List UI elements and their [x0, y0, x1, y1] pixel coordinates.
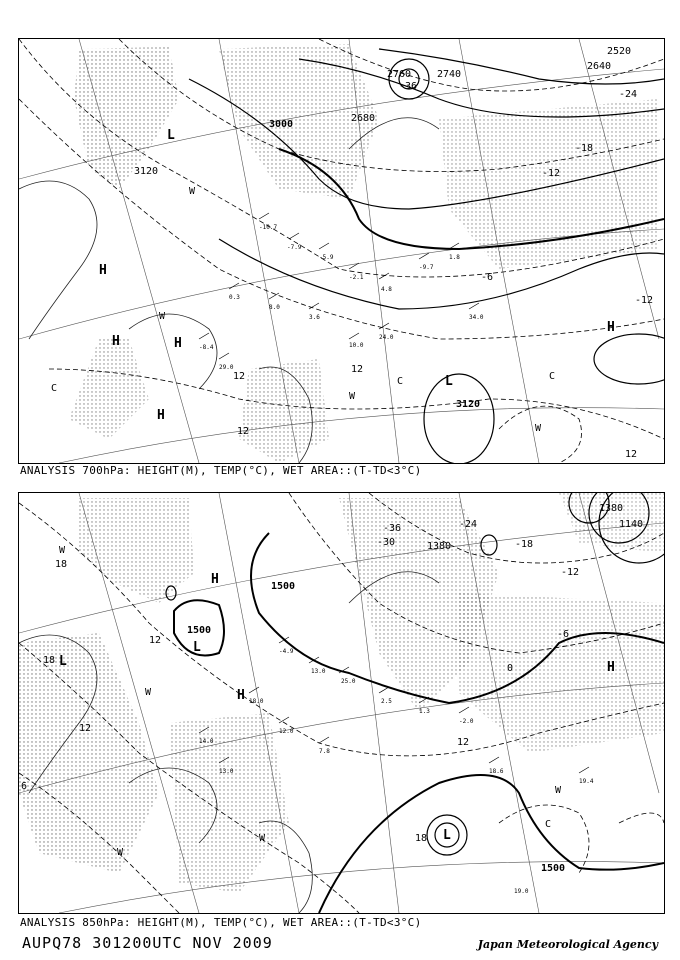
temp-label: 18: [43, 655, 56, 666]
warm-marker: W: [189, 186, 196, 197]
svg-text:14.0: 14.0: [199, 738, 214, 745]
svg-text:8.0: 8.0: [269, 304, 280, 311]
svg-text:-2.0: -2.0: [459, 718, 474, 725]
height-label: 3000: [269, 119, 294, 130]
wet-area: [69, 44, 659, 463]
low-center: L: [443, 828, 451, 843]
temp-label: -24: [459, 519, 478, 530]
high-center: H: [99, 263, 107, 278]
svg-text:4.8: 4.8: [381, 286, 392, 293]
warm-marker: W: [117, 847, 124, 858]
svg-text:3.6: 3.6: [309, 314, 320, 321]
svg-text:0.3: 0.3: [229, 294, 240, 301]
high-center: H: [607, 660, 615, 675]
svg-text:24.0: 24.0: [379, 334, 394, 341]
temp-label: -6: [557, 629, 570, 640]
temp-label: 12: [79, 723, 92, 734]
map-panel-850hpa: [18, 492, 665, 914]
warm-marker: W: [145, 687, 152, 698]
cold-marker: C: [545, 819, 552, 830]
svg-text:-7.9: -7.9: [287, 244, 302, 251]
svg-text:19.4: 19.4: [579, 778, 594, 785]
svg-text:-10.7: -10.7: [259, 224, 278, 231]
warm-marker: W: [349, 391, 356, 402]
caption-850hpa: ANALYSIS 850hPa: HEIGHT(M), TEMP(°C), WET AREA::(T-TD<3°C): [20, 916, 422, 929]
temp-label: -12: [561, 567, 580, 578]
height-label: 3120: [456, 399, 481, 410]
temp-label: 0: [507, 663, 514, 674]
temp-label: -24: [619, 89, 638, 100]
temp-label: 18: [55, 559, 68, 570]
height-label: 2640: [587, 61, 612, 72]
temp-label: -30: [377, 537, 396, 548]
svg-text:-4.9: -4.9: [279, 648, 294, 655]
caption-700hpa: ANALYSIS 700hPa: HEIGHT(M), TEMP(°C), WET AREA::(T-TD<3°C): [20, 464, 422, 477]
temp-label: -18: [515, 539, 534, 550]
svg-text:10.0: 10.0: [349, 342, 364, 349]
height-label: 2760: [387, 69, 412, 80]
temp-label: -18: [575, 143, 594, 154]
station-values: [199, 224, 484, 371]
temp-label: 18: [415, 833, 428, 844]
map-700hpa: [19, 39, 664, 463]
temp-label: 12: [149, 635, 162, 646]
temp-label: 12: [233, 371, 246, 382]
svg-text:29.0: 29.0: [219, 364, 234, 371]
high-center: H: [174, 336, 182, 351]
low-center: L: [445, 374, 453, 389]
high-center: H: [211, 572, 219, 587]
svg-text:7.8: 7.8: [319, 748, 330, 755]
temp-label: 12: [237, 426, 250, 437]
high-center: H: [237, 688, 245, 703]
svg-text:12.0: 12.0: [279, 728, 294, 735]
station-plots: [199, 213, 479, 359]
height-label: 1500: [187, 625, 212, 636]
svg-text:-8.4: -8.4: [199, 344, 214, 351]
warm-marker: W: [259, 833, 266, 844]
height-label: 2520: [607, 46, 632, 57]
agency-name: Japan Meteorological Agency: [477, 938, 658, 951]
low-center: L: [167, 128, 175, 143]
cold-marker: C: [549, 371, 556, 382]
height-label: 1380: [599, 503, 624, 514]
height-label: 2680: [351, 113, 376, 124]
temp-label: 12: [625, 449, 638, 460]
svg-text:1.3: 1.3: [419, 708, 430, 715]
height-label: 1500: [271, 581, 296, 592]
svg-text:19.0: 19.0: [514, 888, 529, 895]
high-center: H: [607, 320, 615, 335]
svg-text:13.0: 13.0: [311, 668, 326, 675]
svg-text:34.0: 34.0: [469, 314, 484, 321]
svg-text:-5.9: -5.9: [319, 254, 334, 261]
map-850hpa: [19, 493, 664, 913]
high-center: H: [157, 408, 165, 423]
height-label: 2740: [437, 69, 462, 80]
svg-text:-2.1: -2.1: [349, 274, 364, 281]
height-label: 3120: [134, 166, 159, 177]
map-panel-700hpa: [18, 38, 665, 464]
cold-marker: C: [51, 383, 58, 394]
temp-label: -36: [399, 81, 418, 92]
svg-text:-9.7: -9.7: [419, 264, 434, 271]
temp-label: -36: [383, 523, 402, 534]
svg-text:13.0: 13.0: [219, 768, 234, 775]
svg-text:1.8: 1.8: [449, 254, 460, 261]
temp-label: 12: [457, 737, 470, 748]
height-label: 1380: [427, 541, 452, 552]
warm-marker: W: [555, 785, 562, 796]
warm-marker: W: [159, 311, 166, 322]
temp-label: -12: [635, 295, 654, 306]
chart-id-and-time: AUPQ78 301200UTC NOV 2009: [22, 934, 273, 952]
warm-marker: W: [59, 545, 66, 556]
wet-area: [19, 493, 664, 893]
temp-label: 6: [21, 781, 28, 792]
temp-label: 12: [351, 364, 364, 375]
temp-label: -6: [481, 272, 494, 283]
svg-text:18.0: 18.0: [249, 698, 264, 705]
temp-label: -12: [542, 168, 561, 179]
height-label: 1500: [541, 863, 566, 874]
height-label: 1140: [619, 519, 644, 530]
svg-text:18.6: 18.6: [489, 768, 504, 775]
svg-text:2.5: 2.5: [381, 698, 392, 705]
svg-text:25.0: 25.0: [341, 678, 356, 685]
warm-marker: W: [535, 423, 542, 434]
high-center: H: [112, 334, 120, 349]
low-center: L: [59, 654, 67, 669]
low-center: L: [193, 640, 201, 655]
cold-marker: C: [397, 376, 404, 387]
